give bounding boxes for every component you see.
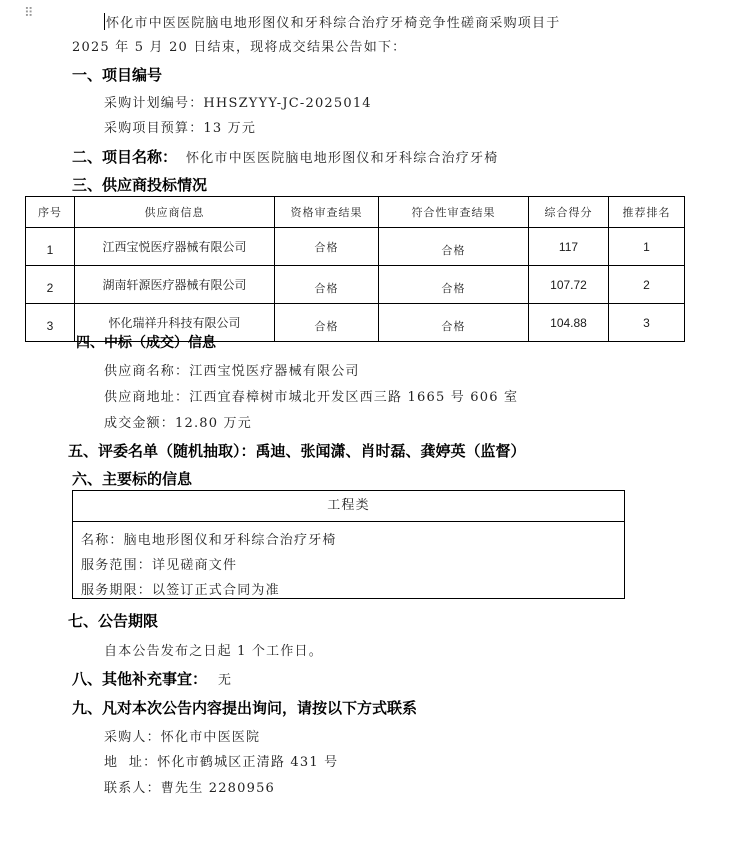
row-supplier: 怀化瑞祥升科技有限公司 [75,304,275,342]
row-no: 1 [26,228,75,266]
section-4-heading: 四、中标（成交）信息 [76,335,216,351]
plan-number: 采购计划编号：HHSZYYY-JC-2025014 [104,96,372,111]
drag-handle-icon[interactable]: ⠿ [24,6,32,21]
winner-name: 供应商名称：江西宝悦医疗器械有限公司 [104,364,360,379]
notice-period: 自本公告发布之日起 1 个工作日。 [104,644,323,659]
project-budget: 采购项目预算：13 万元 [104,121,257,136]
row-qualification: 合格 [275,266,379,304]
row-compliance: 合格 [379,304,529,342]
row-rank: 3 [609,304,685,342]
buyer-address: 地 址：怀化市鹤城区正清路 431 号 [104,755,339,770]
row-score: 117 [529,228,609,266]
winner-address: 供应商地址：江西宜春樟树市城北开发区西三路 1665 号 606 室 [104,390,519,405]
row-rank: 2 [609,266,685,304]
table-header-row [26,197,685,228]
row-score: 104.88 [529,304,609,342]
project-name: 怀化市中医医院脑电地形图仪和牙科综合治疗牙椅 [186,151,499,166]
section-2-heading: 二、项目名称： [72,148,178,166]
col-header-rank: 推荐排名 [609,197,685,228]
table-row [26,266,685,304]
section-7-heading: 七、公告期限 [68,612,159,630]
row-score: 107.72 [529,266,609,304]
text-cursor [104,13,105,30]
row-no: 3 [26,304,75,342]
row-qualification: 合格 [275,228,379,266]
section-1-heading: 一、项目编号 [72,66,163,84]
row-compliance: 合格 [379,228,529,266]
section-6-heading: 六、主要标的信息 [72,470,193,488]
other-matters-value: 无 [218,673,233,688]
row-supplier: 江西宝悦医疗器械有限公司 [75,228,275,266]
service-period: 服务期限：以签订正式合同为准 [81,583,280,598]
col-header-score: 综合得分 [529,197,609,228]
subject-name: 名称：脑电地形图仪和牙科综合治疗牙椅 [81,533,337,548]
service-scope: 服务范围：详见磋商文件 [81,558,238,573]
subject-info-box [72,490,625,599]
deal-amount: 成交金额：12.80 万元 [104,416,252,431]
section-5-heading: 五、评委名单（随机抽取）：禹迪、张闻潇、肖时磊、龚婷英（监督） [68,442,526,460]
row-supplier: 湖南轩源医疗器械有限公司 [75,266,275,304]
intro-line-2: 2025 年 5 月 20 日结束，现将成交结果公告如下： [72,40,407,55]
col-header-qualification: 资格审查结果 [275,197,379,228]
row-qualification: 合格 [275,304,379,342]
bid-results-table [25,196,685,342]
intro-line-1: 怀化市中医医院脑电地形图仪和牙科综合治疗牙椅竞争性磋商采购项目于 [106,16,561,31]
col-header-supplier: 供应商信息 [75,197,275,228]
row-no: 2 [26,266,75,304]
buyer: 采购人：怀化市中医医院 [104,730,261,745]
table-row [26,228,685,266]
section-9-heading: 九、凡对本次公告内容提出询问，请按以下方式联系 [72,699,418,717]
contact-person: 联系人：曹先生 2280956 [104,781,276,796]
col-header-no: 序号 [26,197,75,228]
section-3-heading: 三、供应商投标情况 [72,176,208,194]
col-header-compliance: 符合性审查结果 [379,197,529,228]
box-title: 工程类 [73,491,624,522]
row-rank: 1 [609,228,685,266]
row-compliance: 合格 [379,266,529,304]
section-8-heading: 八、其他补充事宜： [72,670,208,688]
